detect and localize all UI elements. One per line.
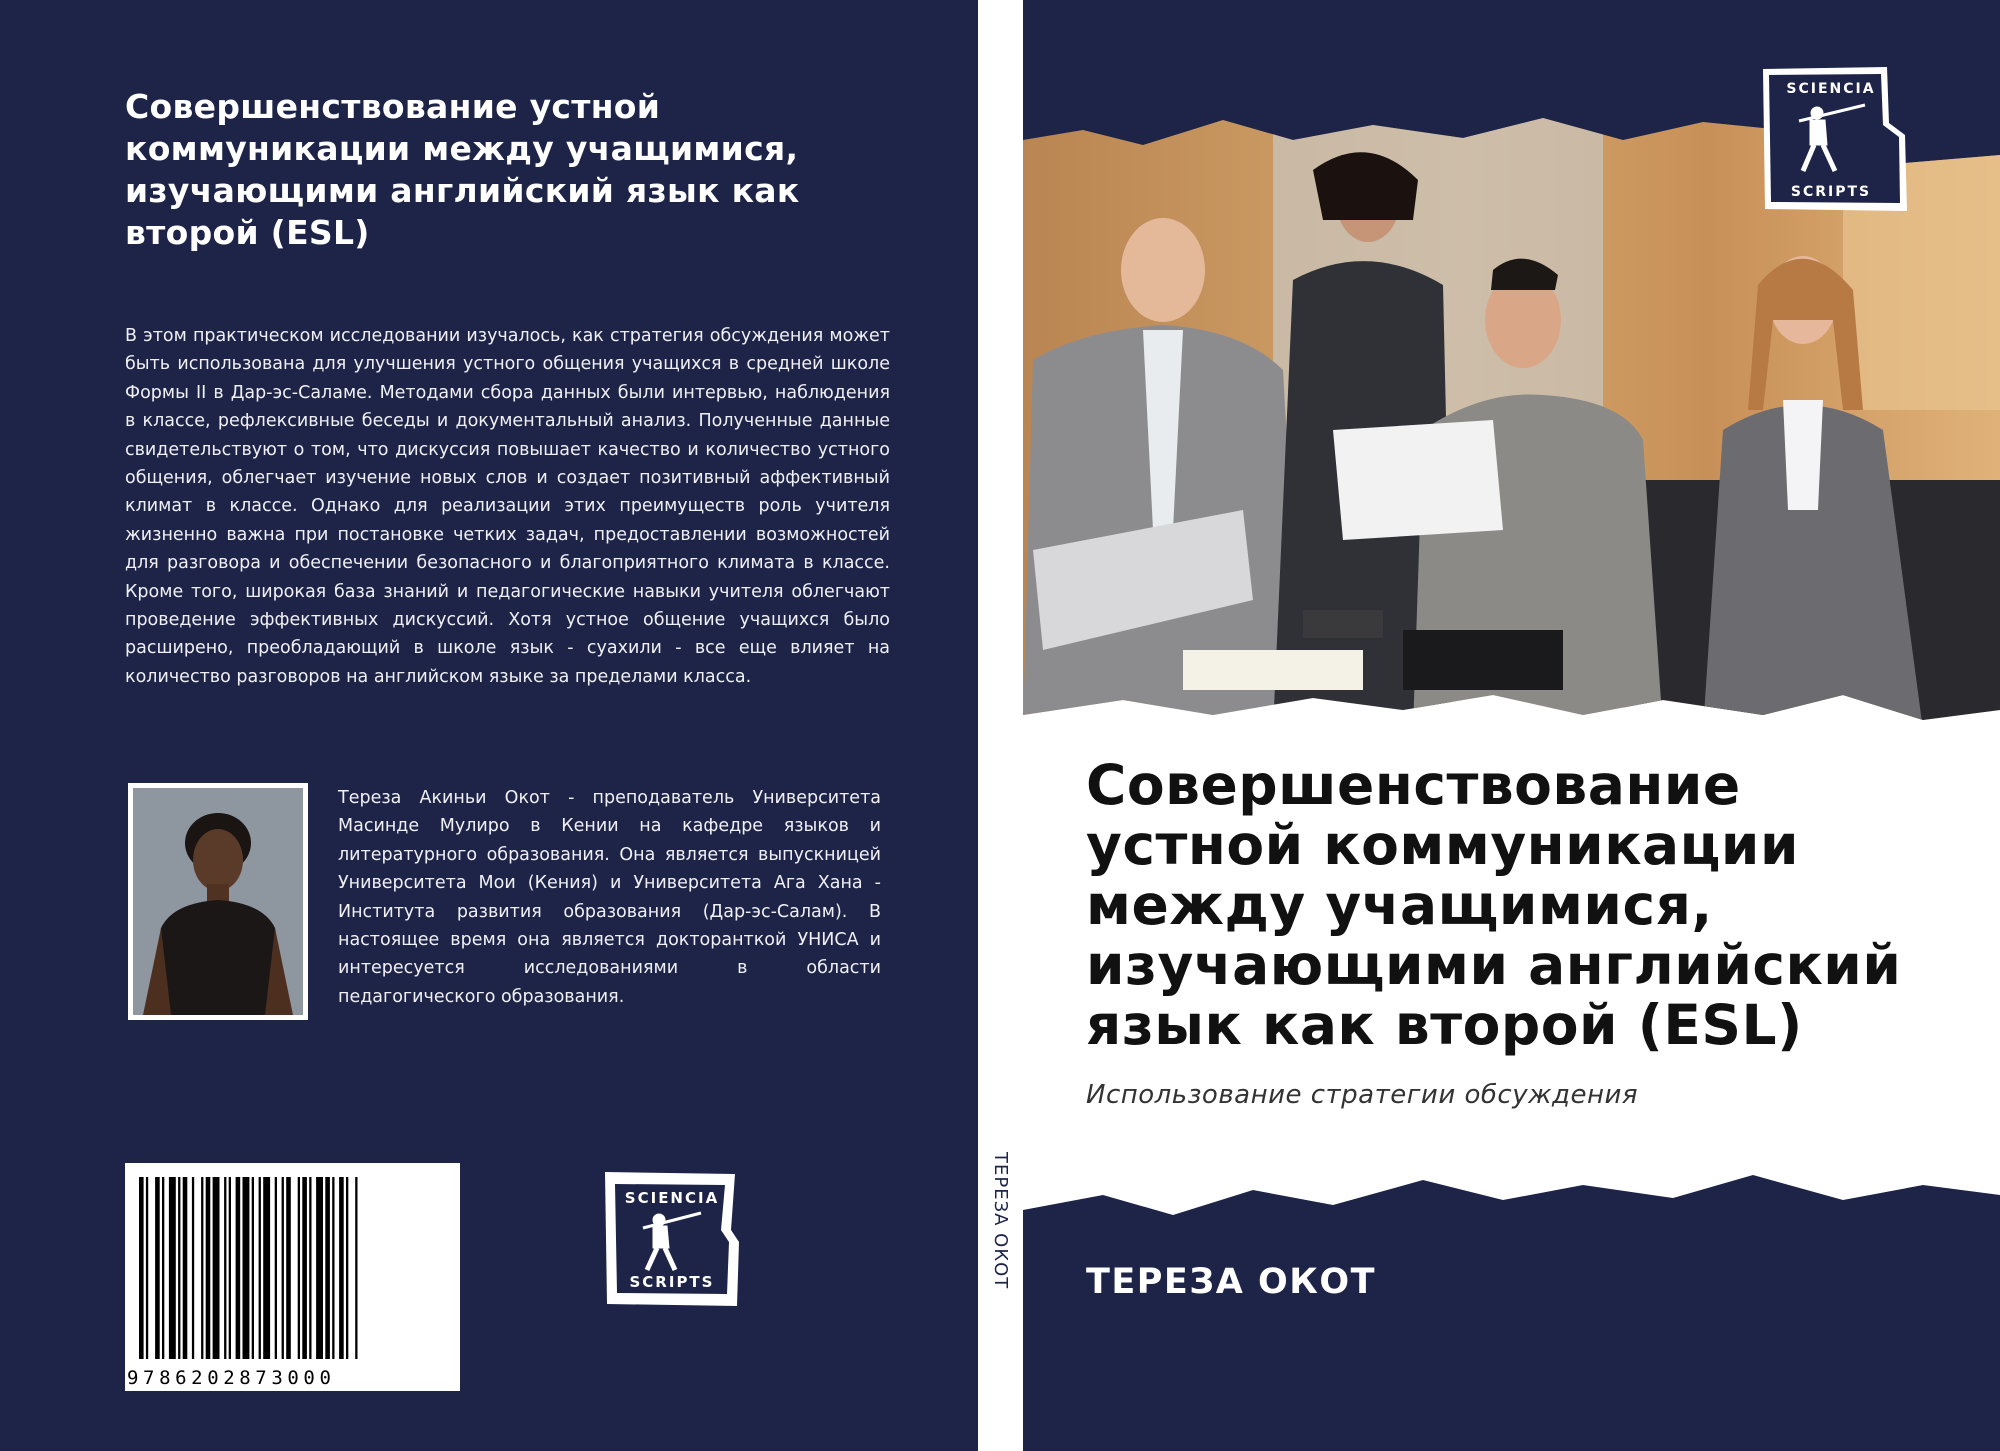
author-bio: Тереза Акиньи Окот - преподаватель Университета Масинде Мулиро в Кении на кафедре языков и литературного образования. Она является выпускницей Университета Мои (Кения) и Университета Ага Хана - Института развития образования (Дар-эс-Салам). В настоящее время она является докторанткой УНИСА и интересуется исследованиями в области педагогического образования.: [338, 788, 881, 1007]
front-cover-subtitle: Использование стратегии обсуждения: [1086, 1080, 1639, 1110]
barcode-bar: [162, 1177, 164, 1359]
back-cover-title: Совершенствование устной коммуникации между учащимися, изучающими английский язык как второй (ESL): [125, 87, 800, 252]
barcode-bar: [201, 1177, 203, 1359]
author-photo: [128, 783, 308, 1020]
barcode-bar: [263, 1177, 270, 1359]
back-logo-top-text: SCIENCIA: [624, 1189, 720, 1207]
barcode-bar: [316, 1177, 323, 1359]
barcode-bar: [213, 1177, 220, 1359]
barcode-bar: [146, 1177, 148, 1359]
barcode-bar: [259, 1177, 261, 1359]
barcode-bar: [275, 1177, 277, 1359]
front-publisher-logo: [1755, 65, 1921, 213]
front-cover-author: ТЕРЕЗА ОКОТ: [1086, 1262, 1376, 1302]
back-cover-abstract: В этом практическом исследовании изучалось, как стратегия обсуждения может быть использована для улучшения устного общения учащихся в средней школе Формы II в Дар-эс-Саламе. Методами сбора данных были интервью, наблюдения в классе, рефлексивные беседы и документальный анализ. Полученные данные свидетельствуют о том, что дискуссия повышает качество и количество устного общения, облегчает изучение новых слов и создает позитивный аффективный климат в классе. Однако для реализации этих преимуществ роль учителя жизненно важна при постановке четких задач, предоставлении возможностей для разговора и обеспечении безопасного и благоприятного климата в классе. Кроме того, широкая база знаний и педагогические навыки учителя облегчают проведение эффективных дискуссий. Хотя устное общение учащихся было расширено, преобладающий в школе язык - суахили - все еще влияет на количество разговоров на английском языке за пределами класса.: [125, 326, 890, 687]
barcode-bar: [155, 1177, 160, 1359]
barcode-bar: [325, 1177, 330, 1359]
front-cover: [1023, 0, 2000, 1451]
barcode-bar: [192, 1177, 194, 1359]
barcode-bar: [178, 1177, 180, 1359]
barcode-bar: [229, 1177, 231, 1359]
spine-author: ТЕРЕЗА ОКОТ: [990, 1152, 1011, 1290]
barcode-bars: [125, 1163, 460, 1363]
barcode-bar: [224, 1177, 226, 1359]
barcode-bar: [309, 1177, 311, 1359]
front-logo-bottom-text: SCRIPTS: [1790, 184, 1872, 200]
front-bottom-band: [1023, 1170, 2000, 1451]
barcode-bar: [332, 1177, 334, 1359]
barcode-bar: [139, 1177, 144, 1359]
barcode-bar: [206, 1177, 211, 1359]
barcode-bar: [286, 1177, 291, 1359]
isbn-barcode: [125, 1163, 460, 1391]
barcode-bar: [298, 1177, 300, 1359]
barcode-bar: [169, 1177, 176, 1359]
front-logo-top-text: SCIENCIA: [1786, 81, 1876, 97]
barcode-bar: [355, 1177, 357, 1359]
barcode-bar: [339, 1177, 344, 1359]
barcode-bar: [183, 1177, 188, 1359]
isbn-digits: 9786202873000: [127, 1367, 336, 1389]
front-cover-title: Совершенствование устной коммуникации между учащимися, изучающими английский язык как второй (ESL): [1086, 753, 1902, 1057]
back-cover: [0, 0, 978, 1451]
barcode-bar: [243, 1177, 250, 1359]
barcode-bar: [236, 1177, 241, 1359]
author-portrait-image: [133, 788, 303, 1015]
back-publisher-logo: [603, 1170, 741, 1308]
barcode-bar: [346, 1177, 348, 1359]
back-logo-bottom-text: SCRIPTS: [629, 1273, 715, 1291]
barcode-bar: [282, 1177, 284, 1359]
spine: [978, 0, 1023, 1451]
barcode-bar: [252, 1177, 254, 1359]
barcode-bar: [302, 1177, 307, 1359]
